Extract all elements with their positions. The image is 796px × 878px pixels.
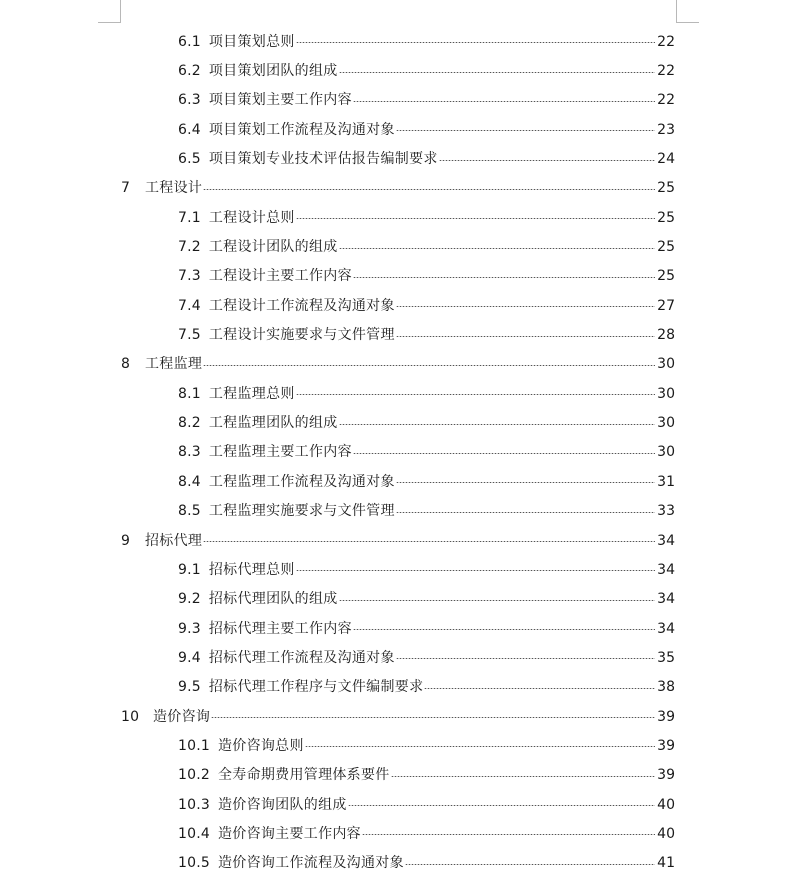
toc-entry-title: 工程监理实施要求与文件管理 [208,503,395,520]
dot-leader [211,717,655,718]
toc-entry-title: 项目策划专业技术评估报告编制要求 [208,151,438,168]
dot-leader [353,453,655,454]
toc-entry-number: 7.4 [178,297,201,314]
toc-entry-title: 造价咨询团队的组成 [217,796,347,813]
toc-section-entry[interactable] [0,379,796,408]
dot-leader [305,746,655,747]
toc-entry-number: 9.5 [178,679,201,696]
dot-leader [362,834,655,835]
toc-entry-title: 造价咨询工作流程及沟通对象 [217,855,404,872]
toc-section-entry[interactable] [0,761,796,790]
toc-entry-page-number: 31 [657,473,675,490]
toc-section-entry[interactable] [0,614,796,643]
toc-chapter-entry[interactable] [0,702,796,731]
toc-entry-line [178,93,675,107]
toc-entry-line [178,622,675,636]
toc-chapter-entry[interactable] [0,526,796,555]
toc-entry-number: 6.1 [178,33,201,50]
toc-entry-title: 项目策划团队的组成 [208,63,338,80]
toc-entry-title: 项目策划总则 [208,33,295,50]
toc-entry-number: 8.5 [178,503,201,520]
toc-entry-line [121,710,675,724]
toc-entry-title: 全寿命期费用管理体系要件 [217,767,390,784]
toc-section-entry[interactable] [0,262,796,291]
toc-entry-number: 7.2 [178,239,201,256]
toc-entry-number: 7.3 [178,268,201,285]
toc-entry-number: 6.5 [178,151,201,168]
dot-leader [296,394,655,395]
toc-entry-page-number: 27 [657,297,675,314]
toc-entry-line [178,504,675,518]
dot-leader [353,629,655,630]
dot-leader [396,130,655,131]
toc-entry-title: 工程监理团队的组成 [208,415,338,432]
toc-section-entry[interactable] [0,27,796,56]
toc-section-entry[interactable] [0,232,796,261]
toc-section-entry[interactable] [0,849,796,878]
dot-leader [296,42,655,43]
dot-leader [424,688,655,689]
toc-entry-page-number: 22 [657,63,675,80]
table-of-contents [0,27,796,878]
toc-entry-title: 工程监理工作流程及沟通对象 [208,473,395,490]
toc-entry-line [178,768,675,782]
toc-entry-title: 造价咨询总则 [217,737,304,754]
toc-entry-title: 造价咨询 [153,708,211,725]
toc-entry-page-number: 34 [657,620,675,637]
dot-leader [439,160,655,161]
toc-entry-number: 10.3 [178,796,210,813]
toc-entry-page-number: 22 [657,92,675,109]
toc-entry-line [121,534,675,548]
dot-leader [396,306,655,307]
toc-entry-number: 7.5 [178,327,201,344]
dot-leader [203,541,655,542]
toc-entry-page-number: 25 [657,268,675,285]
toc-entry-line [178,416,675,430]
toc-entry-line [178,123,675,137]
toc-entry-line [121,181,675,195]
toc-section-entry[interactable] [0,643,796,672]
toc-entry-line [178,680,675,694]
toc-entry-page-number: 25 [657,180,675,197]
toc-entry-page-number: 28 [657,327,675,344]
toc-entry-page-number: 40 [657,825,675,842]
toc-entry-title: 招标代理工作程序与文件编制要求 [208,679,424,696]
toc-entry-line [178,64,675,78]
dot-leader [339,600,656,601]
toc-entry-page-number: 30 [657,385,675,402]
toc-section-entry[interactable] [0,819,796,848]
toc-entry-title: 招标代理工作流程及沟通对象 [208,649,395,666]
toc-entry-page-number: 41 [657,855,675,872]
toc-entry-number: 10.2 [178,767,210,784]
dot-leader [405,864,655,865]
toc-entry-title: 项目策划主要工作内容 [208,92,352,109]
toc-entry-title: 工程设计团队的组成 [208,239,338,256]
toc-entry-line [178,739,675,753]
toc-entry-number: 7.1 [178,209,201,226]
toc-entry-number: 6.2 [178,63,201,80]
toc-entry-line [178,798,675,812]
toc-section-entry[interactable] [0,555,796,584]
toc-entry-title: 工程设计实施要求与文件管理 [208,327,395,344]
toc-entry-line [178,269,675,283]
toc-entry-page-number: 35 [657,649,675,666]
toc-entry-page-number: 39 [657,767,675,784]
toc-entry-page-number: 39 [657,737,675,754]
toc-chapter-entry[interactable] [0,350,796,379]
dot-leader [353,277,655,278]
dot-leader [396,658,655,659]
toc-entry-number: 8.3 [178,444,201,461]
dot-leader [203,189,655,190]
toc-section-entry[interactable] [0,731,796,760]
toc-entry-number: 9.3 [178,620,201,637]
toc-entry-page-number: 39 [657,708,675,725]
toc-section-entry[interactable] [0,790,796,819]
toc-entry-title: 招标代理 [145,532,203,549]
toc-entry-page-number: 34 [657,591,675,608]
toc-entry-title: 招标代理总则 [208,561,295,578]
toc-entry-line [178,152,675,166]
toc-entry-line [178,475,675,489]
toc-section-entry[interactable] [0,144,796,173]
toc-entry-number: 8.4 [178,473,201,490]
toc-entry-line [178,651,675,665]
toc-entry-title: 工程监理 [145,356,203,373]
toc-entry-line [178,592,675,606]
toc-entry-page-number: 25 [657,209,675,226]
toc-entry-title: 工程设计工作流程及沟通对象 [208,297,395,314]
toc-entry-title: 项目策划工作流程及沟通对象 [208,121,395,138]
toc-section-entry[interactable] [0,673,796,702]
toc-section-entry[interactable] [0,438,796,467]
toc-entry-page-number: 23 [657,121,675,138]
toc-entry-page-number: 30 [657,356,675,373]
toc-section-entry[interactable] [0,203,796,232]
toc-entry-line [178,445,675,459]
toc-entry-title: 造价咨询主要工作内容 [217,825,361,842]
toc-entry-page-number: 25 [657,239,675,256]
toc-section-entry[interactable] [0,497,796,526]
crop-mark-top-right [676,0,699,23]
toc-entry-number: 10.4 [178,825,210,842]
toc-entry-number: 8 [121,356,131,373]
dot-leader [396,336,655,337]
toc-entry-page-number: 24 [657,151,675,168]
toc-entry-number: 9.4 [178,649,201,666]
toc-entry-line [178,211,675,225]
dot-leader [339,72,656,73]
toc-entry-page-number: 22 [657,33,675,50]
toc-entry-page-number: 30 [657,415,675,432]
toc-entry-number: 10 [121,708,140,725]
toc-section-entry[interactable] [0,56,796,85]
toc-section-entry[interactable] [0,115,796,144]
toc-section-entry[interactable] [0,467,796,496]
toc-entry-page-number: 34 [657,561,675,578]
toc-entry-page-number: 33 [657,503,675,520]
dot-leader [391,776,656,777]
dot-leader [396,482,655,483]
toc-entry-line [178,299,675,313]
toc-entry-number: 8.1 [178,385,201,402]
dot-leader [396,512,655,513]
toc-entry-page-number: 34 [657,532,675,549]
toc-entry-line [178,387,675,401]
toc-entry-title: 工程监理主要工作内容 [208,444,352,461]
toc-entry-line [178,328,675,342]
dot-leader [348,805,655,806]
toc-entry-number: 6.3 [178,92,201,109]
toc-chapter-entry[interactable] [0,174,796,203]
toc-entry-line [178,240,675,254]
toc-entry-number: 10.1 [178,737,210,754]
dot-leader [353,101,655,102]
toc-entry-line [121,357,675,371]
toc-section-entry[interactable] [0,320,796,349]
toc-entry-page-number: 40 [657,796,675,813]
toc-entry-title: 招标代理团队的组成 [208,591,338,608]
crop-mark-top-left [98,0,121,23]
toc-entry-page-number: 30 [657,444,675,461]
toc-entry-number: 8.2 [178,415,201,432]
toc-entry-number: 9 [121,532,131,549]
toc-section-entry[interactable] [0,585,796,614]
dot-leader [296,570,655,571]
toc-section-entry[interactable] [0,86,796,115]
toc-entry-number: 6.4 [178,121,201,138]
toc-entry-line [178,827,675,841]
toc-entry-line [178,856,675,870]
dot-leader [296,218,655,219]
toc-section-entry[interactable] [0,408,796,437]
dot-leader [339,248,656,249]
toc-entry-title: 工程设计 [145,180,203,197]
toc-entry-title: 工程监理总则 [208,385,295,402]
toc-section-entry[interactable] [0,291,796,320]
toc-entry-title: 工程设计总则 [208,209,295,226]
toc-entry-line [178,35,675,49]
toc-entry-title: 工程设计主要工作内容 [208,268,352,285]
toc-entry-number: 9.1 [178,561,201,578]
toc-entry-line [178,563,675,577]
toc-entry-number: 10.5 [178,855,210,872]
toc-entry-number: 9.2 [178,591,201,608]
toc-entry-number: 7 [121,180,131,197]
dot-leader [339,424,656,425]
dot-leader [203,365,655,366]
toc-entry-title: 招标代理主要工作内容 [208,620,352,637]
toc-entry-page-number: 38 [657,679,675,696]
